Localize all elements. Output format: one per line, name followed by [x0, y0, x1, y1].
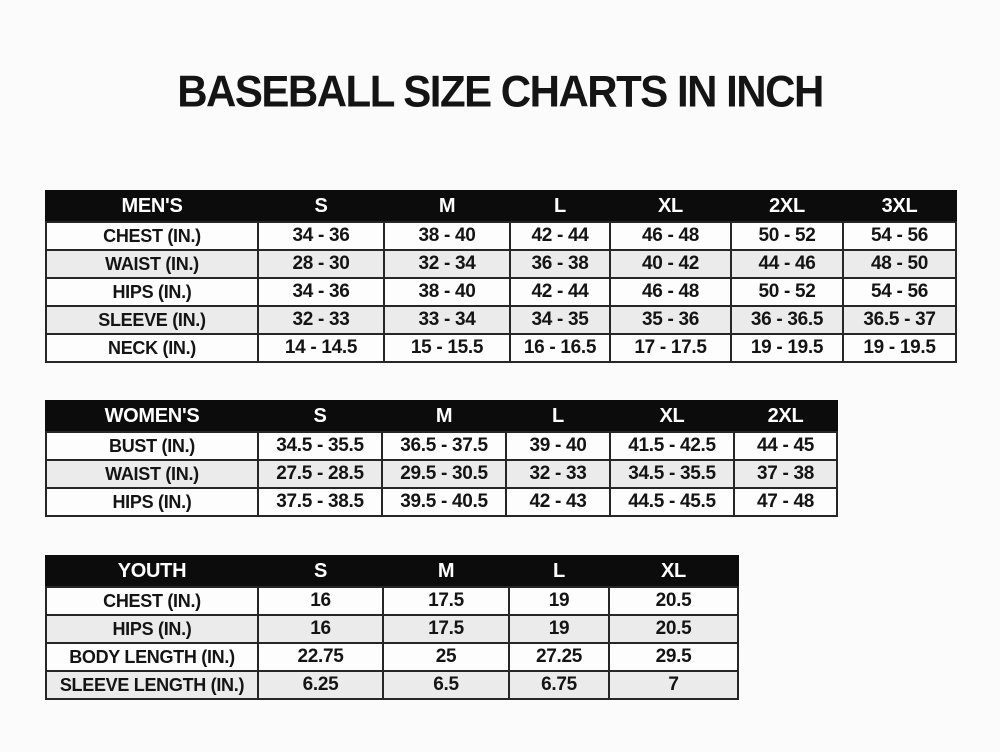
size-column-header: M — [383, 556, 509, 587]
size-cell: 42 - 43 — [506, 488, 610, 516]
size-column-header: M — [384, 191, 510, 222]
table-row — [46, 250, 956, 278]
size-cell: 6.5 — [383, 671, 509, 699]
row-label: CHEST (IN.) — [46, 222, 258, 250]
size-cell: 41.5 - 42.5 — [610, 432, 734, 460]
row-label: BODY LENGTH (IN.) — [46, 643, 258, 671]
size-column-header: 2XL — [734, 401, 837, 432]
youth-size-table — [45, 555, 739, 700]
size-cell: 27.5 - 28.5 — [258, 460, 382, 488]
size-cell: 36.5 - 37.5 — [382, 432, 506, 460]
size-cell: 22.75 — [258, 643, 383, 671]
header-row — [46, 401, 837, 432]
size-cell: 54 - 56 — [843, 278, 956, 306]
row-label: BUST (IN.) — [46, 432, 258, 460]
size-column-header: 2XL — [731, 191, 843, 222]
row-label: CHEST (IN.) — [46, 587, 258, 615]
size-cell: 17.5 — [383, 587, 509, 615]
row-label: NECK (IN.) — [46, 334, 258, 362]
size-cell: 19 - 19.5 — [843, 334, 956, 362]
size-cell: 28 - 30 — [258, 250, 384, 278]
page-title: BASEBALL SIZE CHARTS IN INCH — [177, 66, 823, 116]
size-cell: 27.25 — [509, 643, 609, 671]
size-cell: 34 - 35 — [510, 306, 610, 334]
size-cell: 36 - 38 — [510, 250, 610, 278]
size-cell: 34 - 36 — [258, 222, 384, 250]
size-column-header: XL — [610, 401, 734, 432]
womens-group-label: WOMEN'S — [46, 401, 258, 432]
size-cell: 37.5 - 38.5 — [258, 488, 382, 516]
size-column-header: XL — [610, 191, 731, 222]
size-cell: 34.5 - 35.5 — [610, 460, 734, 488]
size-cell: 50 - 52 — [731, 278, 843, 306]
size-column-header: M — [382, 401, 506, 432]
size-cell: 44 - 46 — [731, 250, 843, 278]
row-label: WAIST (IN.) — [46, 460, 258, 488]
size-cell: 32 - 34 — [384, 250, 510, 278]
size-cell: 32 - 33 — [258, 306, 384, 334]
table-row — [46, 643, 738, 671]
size-cell: 6.25 — [258, 671, 383, 699]
size-cell: 47 - 48 — [734, 488, 837, 516]
size-cell: 36 - 36.5 — [731, 306, 843, 334]
table-row — [46, 460, 837, 488]
size-cell: 7 — [609, 671, 738, 699]
size-cell: 46 - 48 — [610, 278, 731, 306]
size-cell: 54 - 56 — [843, 222, 956, 250]
table-row — [46, 222, 956, 250]
size-column-header: S — [258, 401, 382, 432]
table-row — [46, 615, 738, 643]
table-row — [46, 278, 956, 306]
size-cell: 37 - 38 — [734, 460, 837, 488]
header-row — [46, 556, 738, 587]
row-label: HIPS (IN.) — [46, 488, 258, 516]
size-column-header: XL — [609, 556, 738, 587]
size-cell: 33 - 34 — [384, 306, 510, 334]
size-cell: 25 — [383, 643, 509, 671]
size-cell: 6.75 — [509, 671, 609, 699]
mens-size-table — [45, 190, 957, 363]
row-label: WAIST (IN.) — [46, 250, 258, 278]
table-row — [46, 334, 956, 362]
table-row — [46, 488, 837, 516]
size-cell: 32 - 33 — [506, 460, 610, 488]
size-cell: 42 - 44 — [510, 278, 610, 306]
size-cell: 44 - 45 — [734, 432, 837, 460]
table-row — [46, 587, 738, 615]
size-cell: 29.5 - 30.5 — [382, 460, 506, 488]
size-cell: 16 - 16.5 — [510, 334, 610, 362]
size-cell: 34 - 36 — [258, 278, 384, 306]
row-label: HIPS (IN.) — [46, 615, 258, 643]
size-cell: 44.5 - 45.5 — [610, 488, 734, 516]
womens-size-table — [45, 400, 838, 517]
mens-group-label: MEN'S — [46, 191, 258, 222]
size-cell: 46 - 48 — [610, 222, 731, 250]
size-cell: 40 - 42 — [610, 250, 731, 278]
size-cell: 39 - 40 — [506, 432, 610, 460]
size-cell: 38 - 40 — [384, 222, 510, 250]
row-label: SLEEVE LENGTH (IN.) — [46, 671, 258, 699]
size-cell: 20.5 — [609, 615, 738, 643]
size-cell: 35 - 36 — [610, 306, 731, 334]
size-cell: 48 - 50 — [843, 250, 956, 278]
size-cell: 19 - 19.5 — [731, 334, 843, 362]
size-cell: 19 — [509, 587, 609, 615]
size-cell: 20.5 — [609, 587, 738, 615]
table-row — [46, 432, 837, 460]
youth-group-label: YOUTH — [46, 556, 258, 587]
header-row — [46, 191, 956, 222]
size-cell: 16 — [258, 615, 383, 643]
size-cell: 16 — [258, 587, 383, 615]
table-row — [46, 306, 956, 334]
size-column-header: S — [258, 191, 384, 222]
size-cell: 34.5 - 35.5 — [258, 432, 382, 460]
size-cell: 17.5 — [383, 615, 509, 643]
size-column-header: 3XL — [843, 191, 956, 222]
size-column-header: L — [506, 401, 610, 432]
size-cell: 15 - 15.5 — [384, 334, 510, 362]
size-column-header: L — [509, 556, 609, 587]
size-column-header: S — [258, 556, 383, 587]
table-row — [46, 671, 738, 699]
size-cell: 29.5 — [609, 643, 738, 671]
size-cell: 39.5 - 40.5 — [382, 488, 506, 516]
size-cell: 50 - 52 — [731, 222, 843, 250]
size-cell: 42 - 44 — [510, 222, 610, 250]
size-cell: 19 — [509, 615, 609, 643]
size-column-header: L — [510, 191, 610, 222]
size-cell: 36.5 - 37 — [843, 306, 956, 334]
size-cell: 17 - 17.5 — [610, 334, 731, 362]
size-cell: 38 - 40 — [384, 278, 510, 306]
row-label: HIPS (IN.) — [46, 278, 258, 306]
size-cell: 14 - 14.5 — [258, 334, 384, 362]
row-label: SLEEVE (IN.) — [46, 306, 258, 334]
